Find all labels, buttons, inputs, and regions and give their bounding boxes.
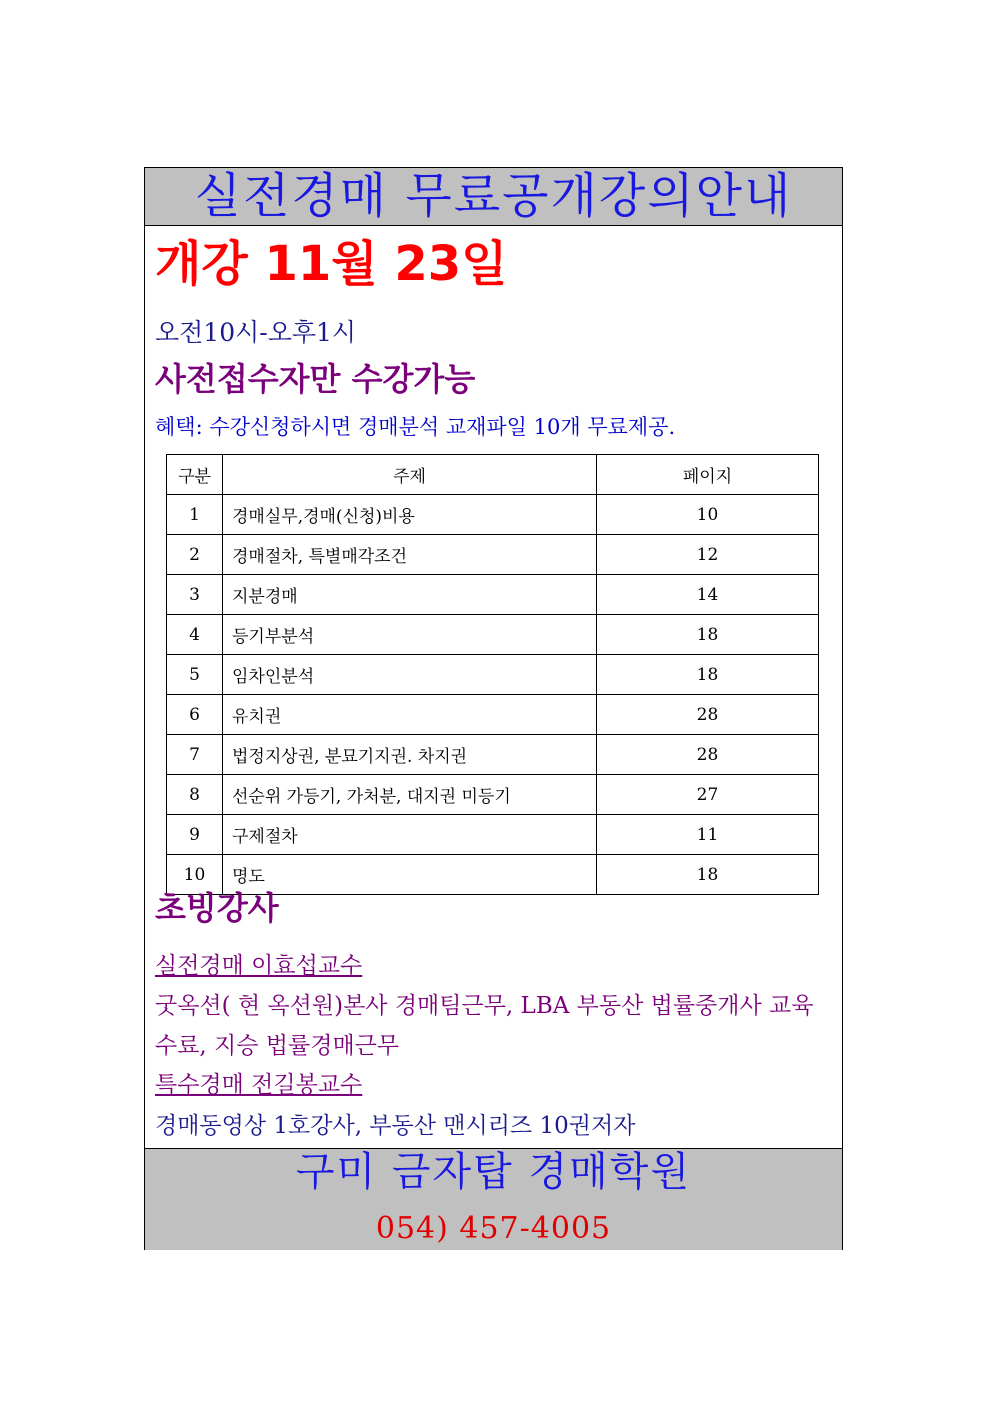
table-row: [167, 815, 819, 855]
lecturer-heading: 초빙강사: [155, 889, 279, 927]
table-row: [167, 775, 819, 815]
prereg-notice: 사전접수자만 수강가능: [155, 360, 476, 398]
row-pages: 18: [597, 615, 819, 655]
row-topic: 유치권: [223, 695, 597, 735]
row-no: 4: [167, 615, 223, 655]
row-no: 7: [167, 735, 223, 775]
row-topic: 임차인분석: [223, 655, 597, 695]
row-pages: 18: [597, 655, 819, 695]
row-pages: 11: [597, 815, 819, 855]
lecture-time: 오전10시-오후1시: [155, 318, 357, 347]
row-topic: 경매절차, 특별매각조건: [223, 535, 597, 575]
benefit-text: 혜택: 수강신청하시면 경매분석 교재파일 10개 무료제공.: [155, 415, 676, 439]
table-row: [167, 695, 819, 735]
table-row: [167, 495, 819, 535]
row-no: 10: [167, 855, 223, 895]
table-row: [167, 655, 819, 695]
table-row: [167, 575, 819, 615]
row-pages: 14: [597, 575, 819, 615]
table-row: [167, 615, 819, 655]
row-topic: 지분경매: [223, 575, 597, 615]
table-row: [167, 535, 819, 575]
row-no: 2: [167, 535, 223, 575]
table-row: [167, 735, 819, 775]
header-no: 구분: [167, 455, 223, 495]
row-no: 1: [167, 495, 223, 535]
row-pages: 28: [597, 695, 819, 735]
lecturer-2-name: 특수경매 전길봉교수: [155, 1072, 363, 1098]
header-pages: 페이지: [597, 455, 819, 495]
academy-name: 구미 금자탑 경매학원: [295, 1149, 692, 1195]
row-topic: 구제절차: [223, 815, 597, 855]
row-pages: 27: [597, 775, 819, 815]
phone-number: 054) 457-4005: [375, 1211, 612, 1246]
row-topic: 경매실무,경매(신청)비용: [223, 495, 597, 535]
row-topic: 법정지상권, 분묘기지권. 차지권: [223, 735, 597, 775]
row-no: 9: [167, 815, 223, 855]
row-pages: 10: [597, 495, 819, 535]
row-topic: 등기부분석: [223, 615, 597, 655]
lecturer-2-career: 경매동영상 1호강사, 부동산 맨시리즈 10권저자: [155, 1113, 636, 1139]
row-no: 5: [167, 655, 223, 695]
row-no: 6: [167, 695, 223, 735]
table-header-row: [167, 455, 819, 495]
header-topic: 주제: [223, 455, 597, 495]
flyer-frame: [144, 167, 843, 1250]
flyer-title: 실전경매 무료공개강의안내: [145, 168, 842, 226]
row-topic: 선순위 가등기, 가처분, 대지권 미등기: [223, 775, 597, 815]
topic-table: [166, 454, 819, 895]
row-no: 8: [167, 775, 223, 815]
row-no: 3: [167, 575, 223, 615]
row-pages: 28: [597, 735, 819, 775]
row-topic: 명도: [223, 855, 597, 895]
row-pages: 18: [597, 855, 819, 895]
open-date: 개강 11월 23일: [155, 236, 508, 292]
lecturer-1-career: 굿옥션( 현 옥션원)본사 경매팀근무, LBA 부동산 법률중개사 교육수료, 지승 법률경매근무: [155, 993, 814, 1059]
lecturer-1-name: 실전경매 이효섭교수: [155, 953, 363, 979]
row-pages: 12: [597, 535, 819, 575]
footer-band: [145, 1148, 842, 1250]
